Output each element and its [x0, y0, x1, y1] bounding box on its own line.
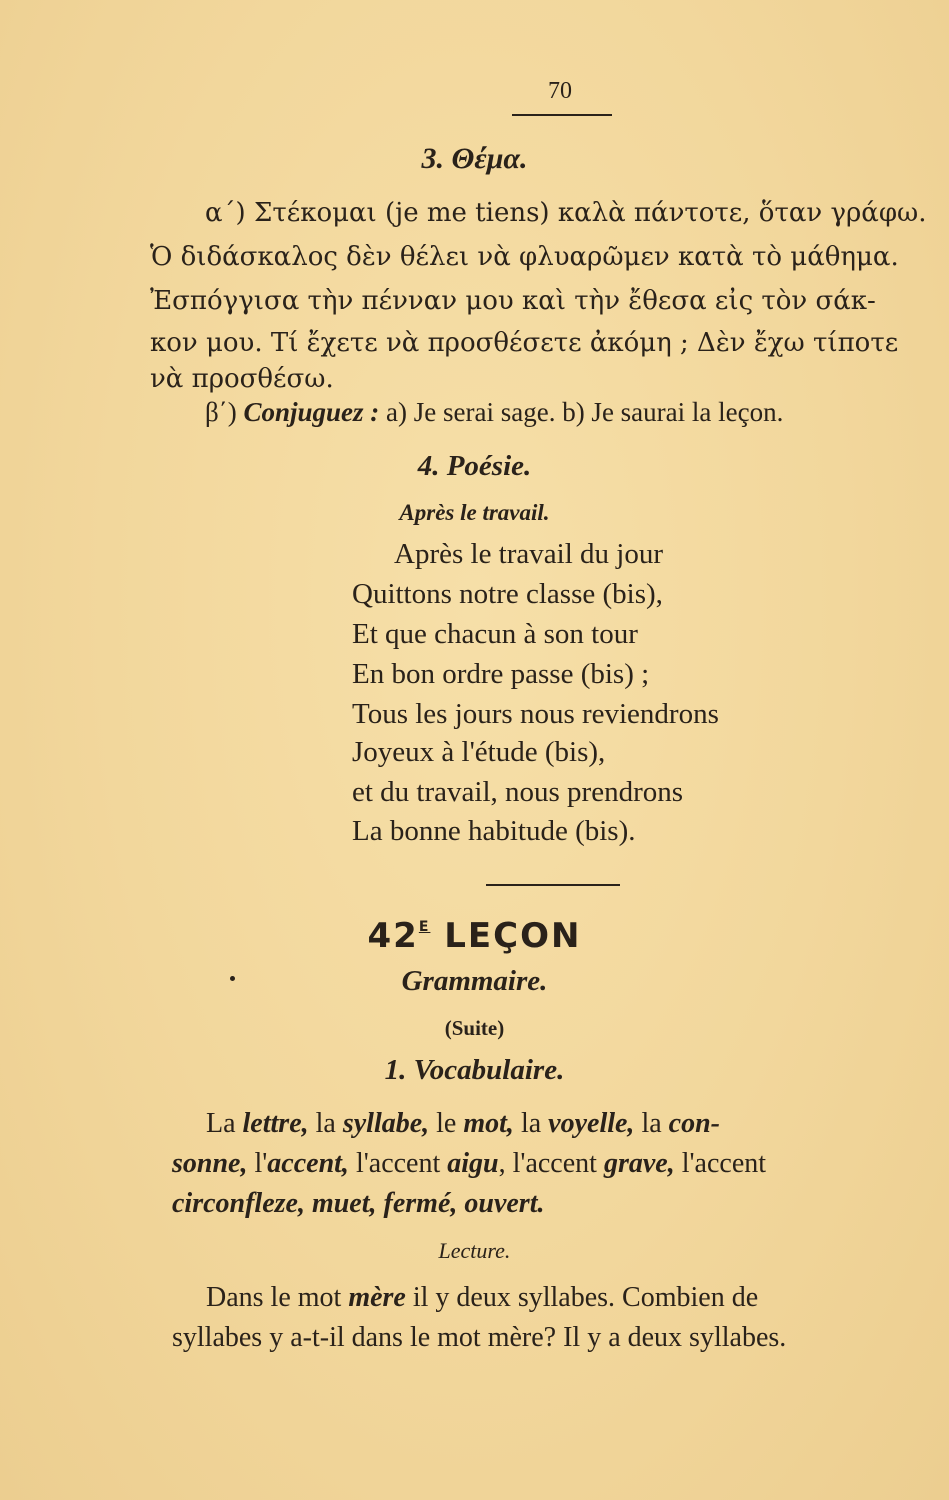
- vocab-line-1: [206, 1108, 720, 1140]
- poem-line-6: Joyeux à l'étude (bis),: [352, 736, 606, 768]
- conjugate-line: [205, 397, 783, 428]
- conjugate-prefix: β΄): [205, 397, 244, 427]
- greek-line-5: νὰ προσθέσω.: [150, 364, 334, 394]
- greek-line-2: Ὁ διδάσκαλος δὲν θέλει νὰ φλυαρῶμεν κατὰ τὸ μάθημα.: [150, 242, 899, 272]
- poem-line-3: Et que chacun à son tour: [352, 618, 638, 650]
- emphasized-term: aigu: [447, 1148, 499, 1179]
- text-run: la: [513, 1108, 549, 1139]
- emphasized-term: circonfleze, muet, fermé, ouvert.: [172, 1188, 545, 1219]
- text-run: La: [206, 1108, 243, 1139]
- vocab-heading: 1. Vocabulaire.: [384, 1054, 565, 1086]
- reading-line-1: [206, 1282, 758, 1314]
- emphasized-term: sonne,: [172, 1148, 248, 1179]
- text-run: la: [308, 1108, 343, 1139]
- emphasized-term: mot,: [463, 1108, 514, 1139]
- text-run: Dans le mot: [206, 1282, 349, 1313]
- header-rule: [512, 114, 612, 116]
- reading-heading: Lecture.: [438, 1238, 511, 1263]
- exercise-heading: 3. Θέμα.: [421, 142, 528, 175]
- poem-title: Après le travail.: [399, 500, 550, 525]
- vocab-line-2: [172, 1148, 766, 1180]
- emphasized-term: lettre,: [242, 1108, 309, 1139]
- text-run: , l'accent: [498, 1148, 604, 1179]
- reading-line-2: [172, 1322, 786, 1354]
- emphasized-term: grave,: [603, 1148, 675, 1179]
- greek-line-3: Ἐσπόγγισα τὴν πένναν μου καὶ τὴν ἔθεσα εἰς τὸν σάκ-: [150, 286, 876, 316]
- emphasized-term: syllabe,: [342, 1108, 430, 1139]
- text-run: le: [429, 1108, 464, 1139]
- text-run: l'accent: [348, 1148, 448, 1179]
- poem-line-4: En bon ordre passe (bis) ;: [352, 658, 650, 690]
- text-run: il y deux syllabes. Combien de: [405, 1282, 759, 1313]
- emphasized-term: con-: [668, 1108, 720, 1139]
- conjugate-text: a) Je serai sage. b) Je saurai la leçon.: [379, 397, 784, 427]
- grammar-heading: Grammaire.: [401, 965, 548, 997]
- greek-line-1: α΄) Στέκομαι (je me tiens) καλὰ πάντοτε, ὅταν γράφω.: [205, 198, 927, 228]
- poem-line-2: Quittons notre classe (bis),: [352, 578, 663, 610]
- emphasized-term: mère: [348, 1282, 406, 1313]
- greek-line-4: κον μου. Τί ἔχετε νὰ προσθέσετε ἀκόμη ; Δὲν ἔχω τίποτε: [150, 328, 899, 358]
- text-run: l': [247, 1148, 268, 1179]
- emphasized-term: voyelle,: [548, 1108, 635, 1139]
- poem-line-5: Tous les jours nous reviendrons: [352, 698, 719, 730]
- poem-line-7: et du travail, nous prendrons: [352, 776, 684, 808]
- emphasized-term: accent,: [267, 1148, 349, 1179]
- poem-line-1: Après le travail du jour: [394, 538, 663, 570]
- lesson-suffix: E: [418, 919, 431, 935]
- section-divider: [486, 884, 620, 886]
- poetry-heading: 4. Poésie.: [417, 450, 532, 482]
- lesson-number: 42: [367, 916, 419, 956]
- poem-line-8: La bonne habitude (bis).: [352, 815, 636, 847]
- suite-label: (Suite): [444, 1016, 505, 1040]
- lesson-word: LEÇON: [444, 916, 582, 956]
- vocab-line-3: [172, 1188, 544, 1220]
- conjugate-label: Conjuguez :: [243, 397, 380, 427]
- text-run: syllabes y a-t-il dans le mot mère? Il y a deux syllabes.: [172, 1322, 787, 1353]
- text-run: la: [634, 1108, 669, 1139]
- page-number: 70: [548, 78, 572, 104]
- text-run: l'accent: [674, 1148, 767, 1179]
- lesson-title: [0, 916, 949, 956]
